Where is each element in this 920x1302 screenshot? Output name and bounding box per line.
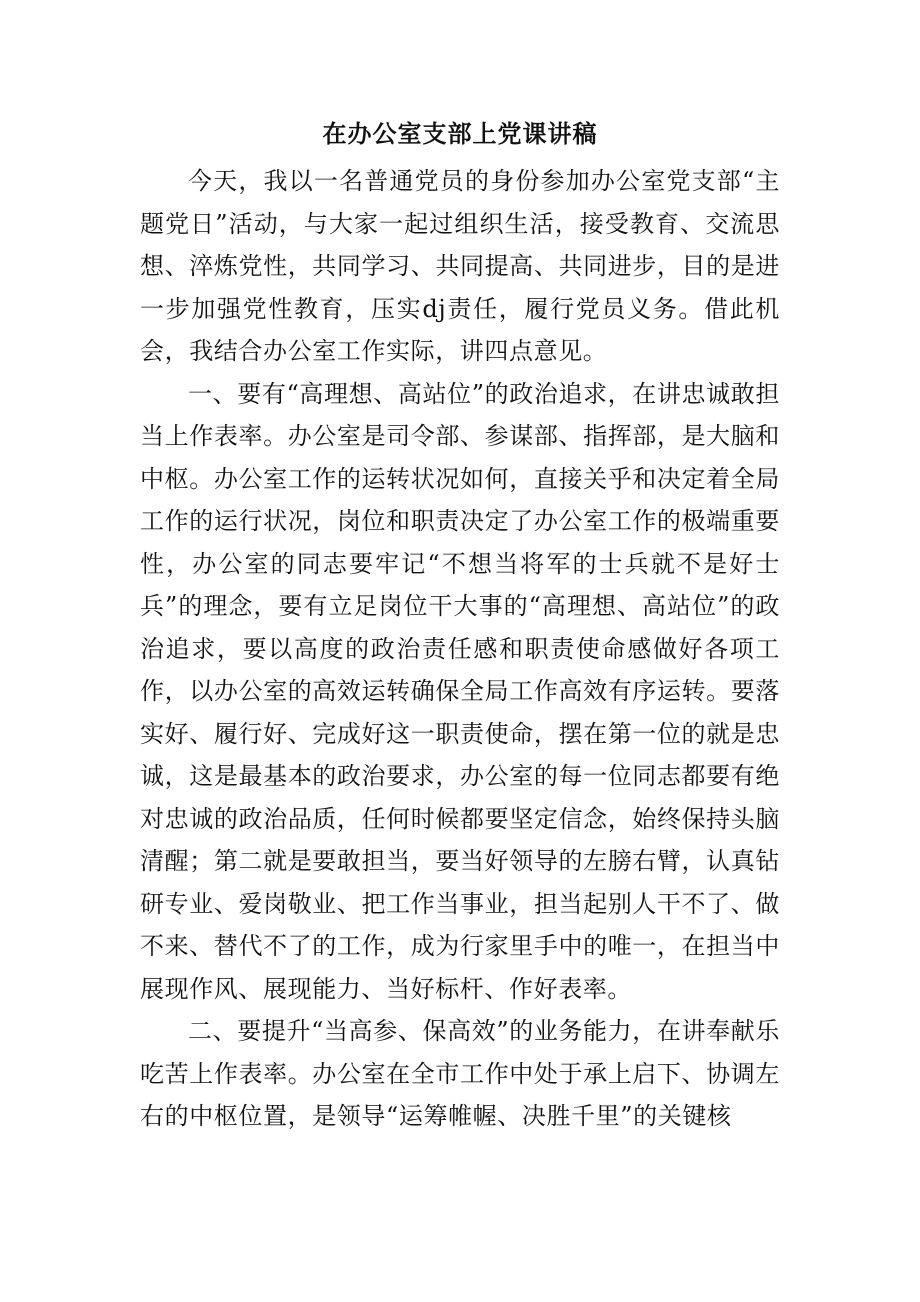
document-title: 在办公室支部上党课讲稿 <box>322 119 598 148</box>
paragraph-point-two: 二、要提升“当高参、保高效”的业务能力，在讲奉献乐吃苦上作表率。办公室在全市工作中处于承上启下、协调左右的中枢位置，是领导“运筹帷幄、决胜千里”的关键核 <box>140 1017 780 1130</box>
document-body <box>140 160 780 1138</box>
paragraph-point-one: 一、要有“高理想、高站位”的政治追求，在讲忠诚敢担当上作表率。办公室是司令部、参谋部、指挥部，是大脑和中枢。办公室工作的运转状况如何，直接关乎和决定着全局工作的运行状况，岗位和职责决定了办公室工作的极端重要性，办公室的同志要牢记“不想当将军的士兵就不是好士兵”的理念，要有立足岗位干大事的“高理想、高站位”的政治追求，要以高度的政治责任感和职责使命感做好各项工作，以办公室的高效运转确保全局工作高效有序运转。要落实好、履行好、完成好这一职责使命，摆在第一位的就是忠诚，这是最基本的政治要求，办公室的每一位同志都要有绝对忠诚的政治品质，任何时候都要坚定信念，始终保持头脑清醒；第二就是要敢担当，要当好领导的左膀右臂，认真钻研专业、爱岗敬业、把工作当事业，担当起别人干不了、做不来、替代不了的工作，成为行家里手中的唯一，在担当中展现作风、展现能力、当好标杆、作好表率。 <box>140 379 780 1003</box>
paragraph-intro: 今天，我以一名普通党员的身份参加办公室党支部“主题党日”活动，与大家一起过组织生活，接受教育、交流思想、淬炼党性，共同学习、共同提高、共同进步，目的是进一步加强党性教育，压实dj责任，履行党员义务。借此机会，我结合办公室工作实际，讲四点意见。 <box>140 167 780 365</box>
